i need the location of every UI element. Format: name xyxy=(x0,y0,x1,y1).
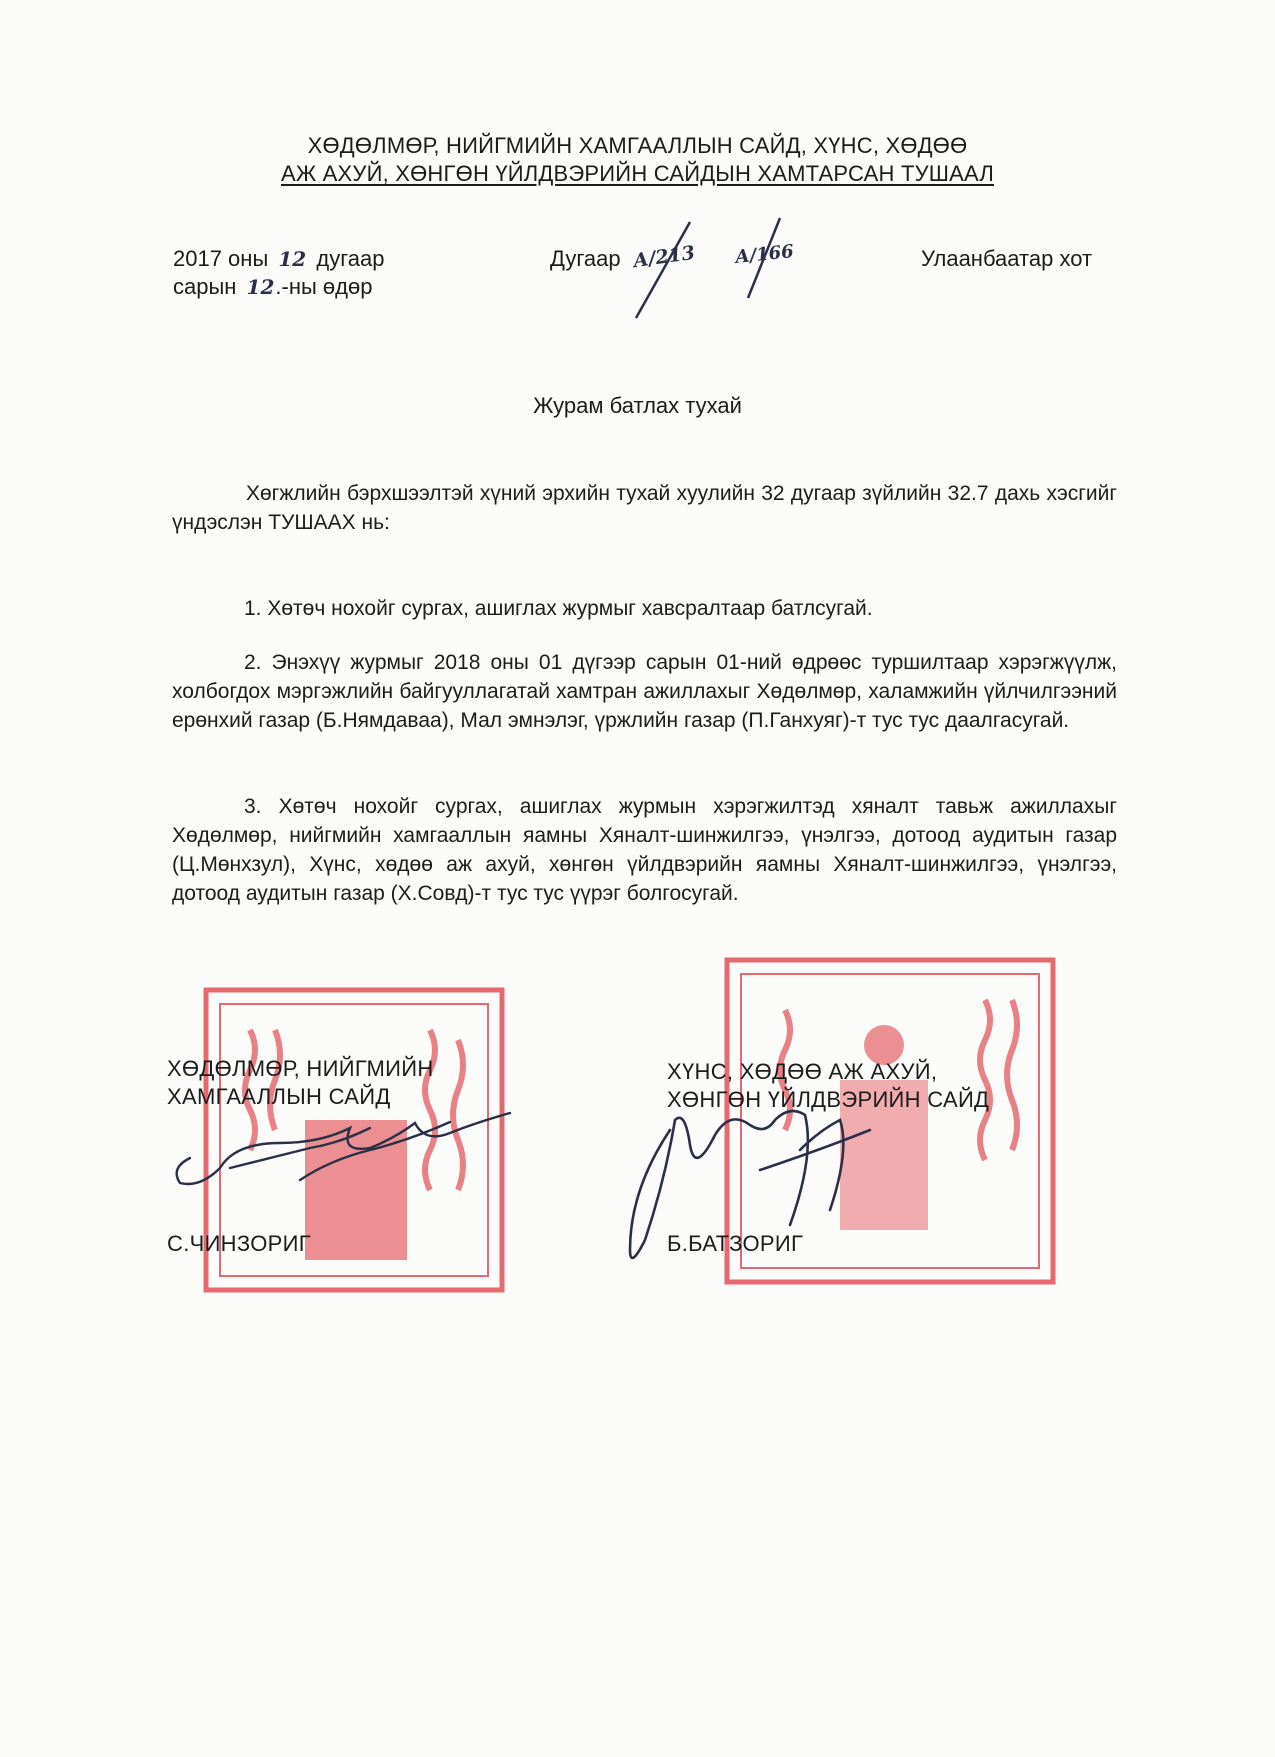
order-number-label: Дугаар xyxy=(550,246,621,271)
order-title-line-2: АЖ АХУЙ, ХӨНГӨН ҮЙЛДВЭРИЙН САЙДЫН ХАМТАРСАН ТУШААЛ xyxy=(280,161,994,186)
preamble-paragraph: Хөгжлийн бэрхшээлтэй хүний эрхийн тухай хуулийн 32 дугаар зүйлийн 32.7 дахь хэсгийг үндэслэн ТУШААХ нь: xyxy=(172,482,1117,534)
right-signatory-name: Б.БАТЗОРИГ xyxy=(667,1231,804,1256)
city: Улаанбаатар хот xyxy=(921,246,1093,271)
handwritten-month: 12 xyxy=(278,247,307,271)
item-2-paragraph: 2. Энэхүү журмыг 2018 оны 01 дүгээр сарын 01-ний өдрөөс туршилтаар хэрэгжүүлж, холбогдох мэргэжлийн байгууллагатай хамтран ажиллахыг Хөдөлмөр, халамжийн үйлчилгээний ерөнхий газар (Б.Нямдаваа), Мал эмнэлэг, үржлийн газар (П.Ганхуяг)-т тус тус даалгасугай. xyxy=(172,651,1117,732)
right-signatory-title: ХҮНС, ХӨДӨӨ АЖ АХУЙ, ХӨНГӨН ҮЙЛДВЭРИЙН САЙД xyxy=(667,1059,990,1112)
order-date: 2017 оны 12 дугаар сарын 12.-ны өдөр xyxy=(173,246,385,299)
handwritten-number-1: А/213 xyxy=(631,241,697,273)
handwritten-number-2: А/166 xyxy=(734,240,795,269)
left-signatory-title: ХӨДӨЛМӨР, НИЙГМИЙН ХАМГААЛЛЫН САЙД xyxy=(167,1056,434,1109)
item-1-paragraph: 1. Хөтөч нохойг сургах, ашиглах журмыг хавсралтаар батлсугай. xyxy=(244,597,873,620)
left-signatory-name: С.ЧИНЗОРИГ xyxy=(167,1231,311,1256)
order-subject: Журам батлах тухай xyxy=(533,393,742,418)
handwritten-day: 12 xyxy=(246,275,275,299)
order-title-line-1: ХӨДӨЛМӨР, НИЙГМИЙН ХАМГААЛЛЫН САЙД, ХҮНС, ХӨДӨӨ xyxy=(307,133,968,158)
item-3-paragraph: 3. Хөтөч нохойг сургах, ашиглах журмын хэрэгжилтэд хяналт тавьж ажиллахыг Хөдөлмөр, нийгмийн хамгааллын яамны Хяналт-шинжилгээ, үнэлгээ, дотоод аудитын газар (Ц.Мөнхзул), Хүнс, хөдөө аж ахуй, хөнгөн үйлдвэрийн яамны Хяналт-шинжилгээ, үнэлгээ, дотоод аудитын газар (Х.Совд)-т тус тус үүрэг болгосугай. xyxy=(172,795,1117,905)
